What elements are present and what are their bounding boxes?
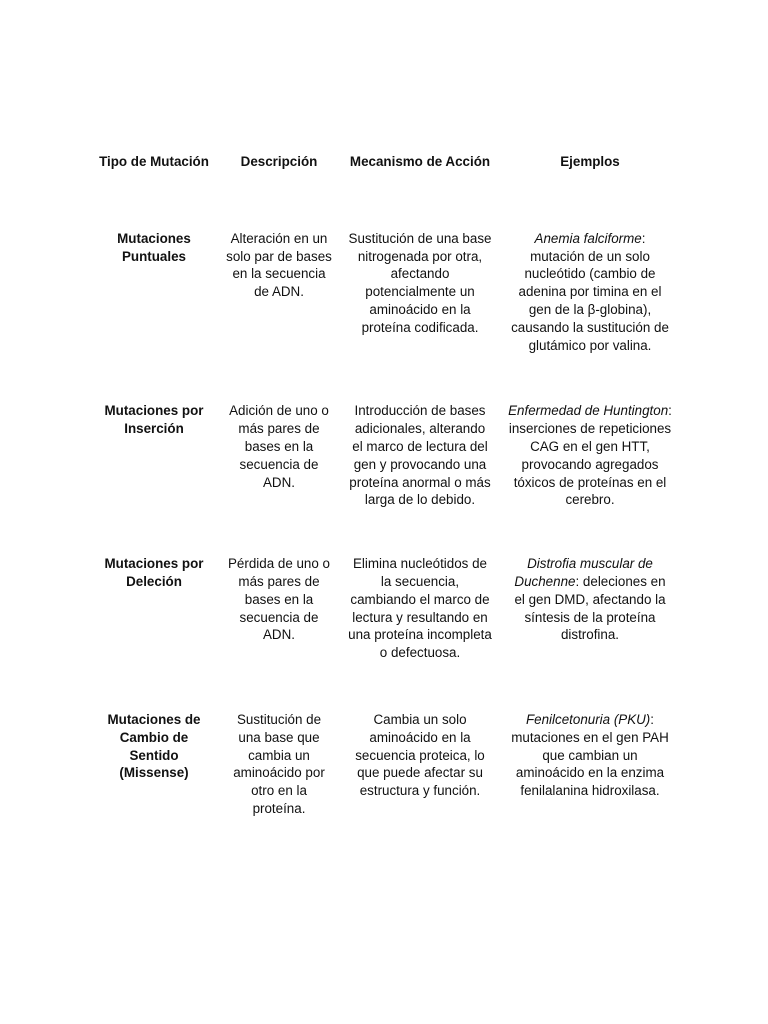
mutation-example xyxy=(500,555,680,711)
mutation-description: Sustitución de una base que cambia un aminoácido por otro en la proteína. xyxy=(233,711,325,816)
example-detail: : mutación de un solo nucleótido (cambio de adenina por timina en el gen de la β-globina), causando la sustitución de glutámico por valina. xyxy=(511,230,669,353)
mutation-type: Mutaciones por Inserción xyxy=(104,403,204,437)
mutation-example xyxy=(500,402,680,555)
mutation-example xyxy=(500,230,680,403)
mutations-table xyxy=(90,153,680,859)
mutation-description: Pérdida de uno o más pares de bases en la secuencia de ADN. xyxy=(228,556,330,643)
mutation-type: Mutaciones Puntuales xyxy=(117,230,191,264)
mutation-mechanism: Cambia un solo aminoácido en la secuencia proteica, lo que puede afectar su estructura y función. xyxy=(355,711,485,799)
header-mechanism: Mecanismo de Acción xyxy=(349,154,491,169)
mutation-description: Adición de uno o más pares de bases en la secuencia de ADN. xyxy=(229,403,329,490)
example-detail: : inserciones de repeticiones CAG en el gen HTT, provocando agregados tóxicos de proteínas en el cerebro. xyxy=(508,403,672,508)
table-body xyxy=(90,230,680,859)
table-row xyxy=(90,555,680,711)
header-examples: Ejemplos xyxy=(560,154,620,169)
mutation-type: Mutaciones de Cambio de Sentido (Missense) xyxy=(107,711,201,781)
mutation-mechanism: Sustitución de una base nitrogenada por otra, afectando potencialmente un aminoácido en la proteína codificada. xyxy=(348,230,492,335)
header-description: Descripción xyxy=(240,154,318,169)
example-disease-name: Fenilcetonuria (PKU) xyxy=(525,711,651,727)
table-row xyxy=(90,711,680,859)
mutation-description: Alteración en un solo par de bases en la secuencia de ADN. xyxy=(226,230,332,300)
example-disease-name: Distrofia muscular de Duchenne xyxy=(514,556,653,589)
example-disease-name: Enfermedad de Huntington xyxy=(508,403,669,419)
header-type: Tipo de Mutación xyxy=(99,154,209,169)
mutation-example xyxy=(500,711,680,859)
table-row xyxy=(90,402,680,555)
mutation-mechanism: Introducción de bases adicionales, alterando el marco de lectura del gen y provocando una proteína anormal o más larga de lo debido. xyxy=(349,403,491,508)
example-detail: : deleciones en el gen DMD, afectando la síntesis de la proteína distrofina. xyxy=(514,573,666,643)
table-row xyxy=(90,230,680,403)
example-detail: : mutaciones en el gen PAH que cambian un aminoácido en la enzima fenilalanina hidroxilasa. xyxy=(511,711,669,799)
example-disease-name: Anemia falciforme xyxy=(534,230,642,246)
table-header xyxy=(90,153,680,230)
header-row xyxy=(90,153,680,230)
mutation-type: Mutaciones por Deleción xyxy=(104,556,204,589)
mutation-mechanism: Elimina nucleótidos de la secuencia, cambiando el marco de lectura y resultando en una proteína incompleta o defectuosa. xyxy=(348,556,492,661)
